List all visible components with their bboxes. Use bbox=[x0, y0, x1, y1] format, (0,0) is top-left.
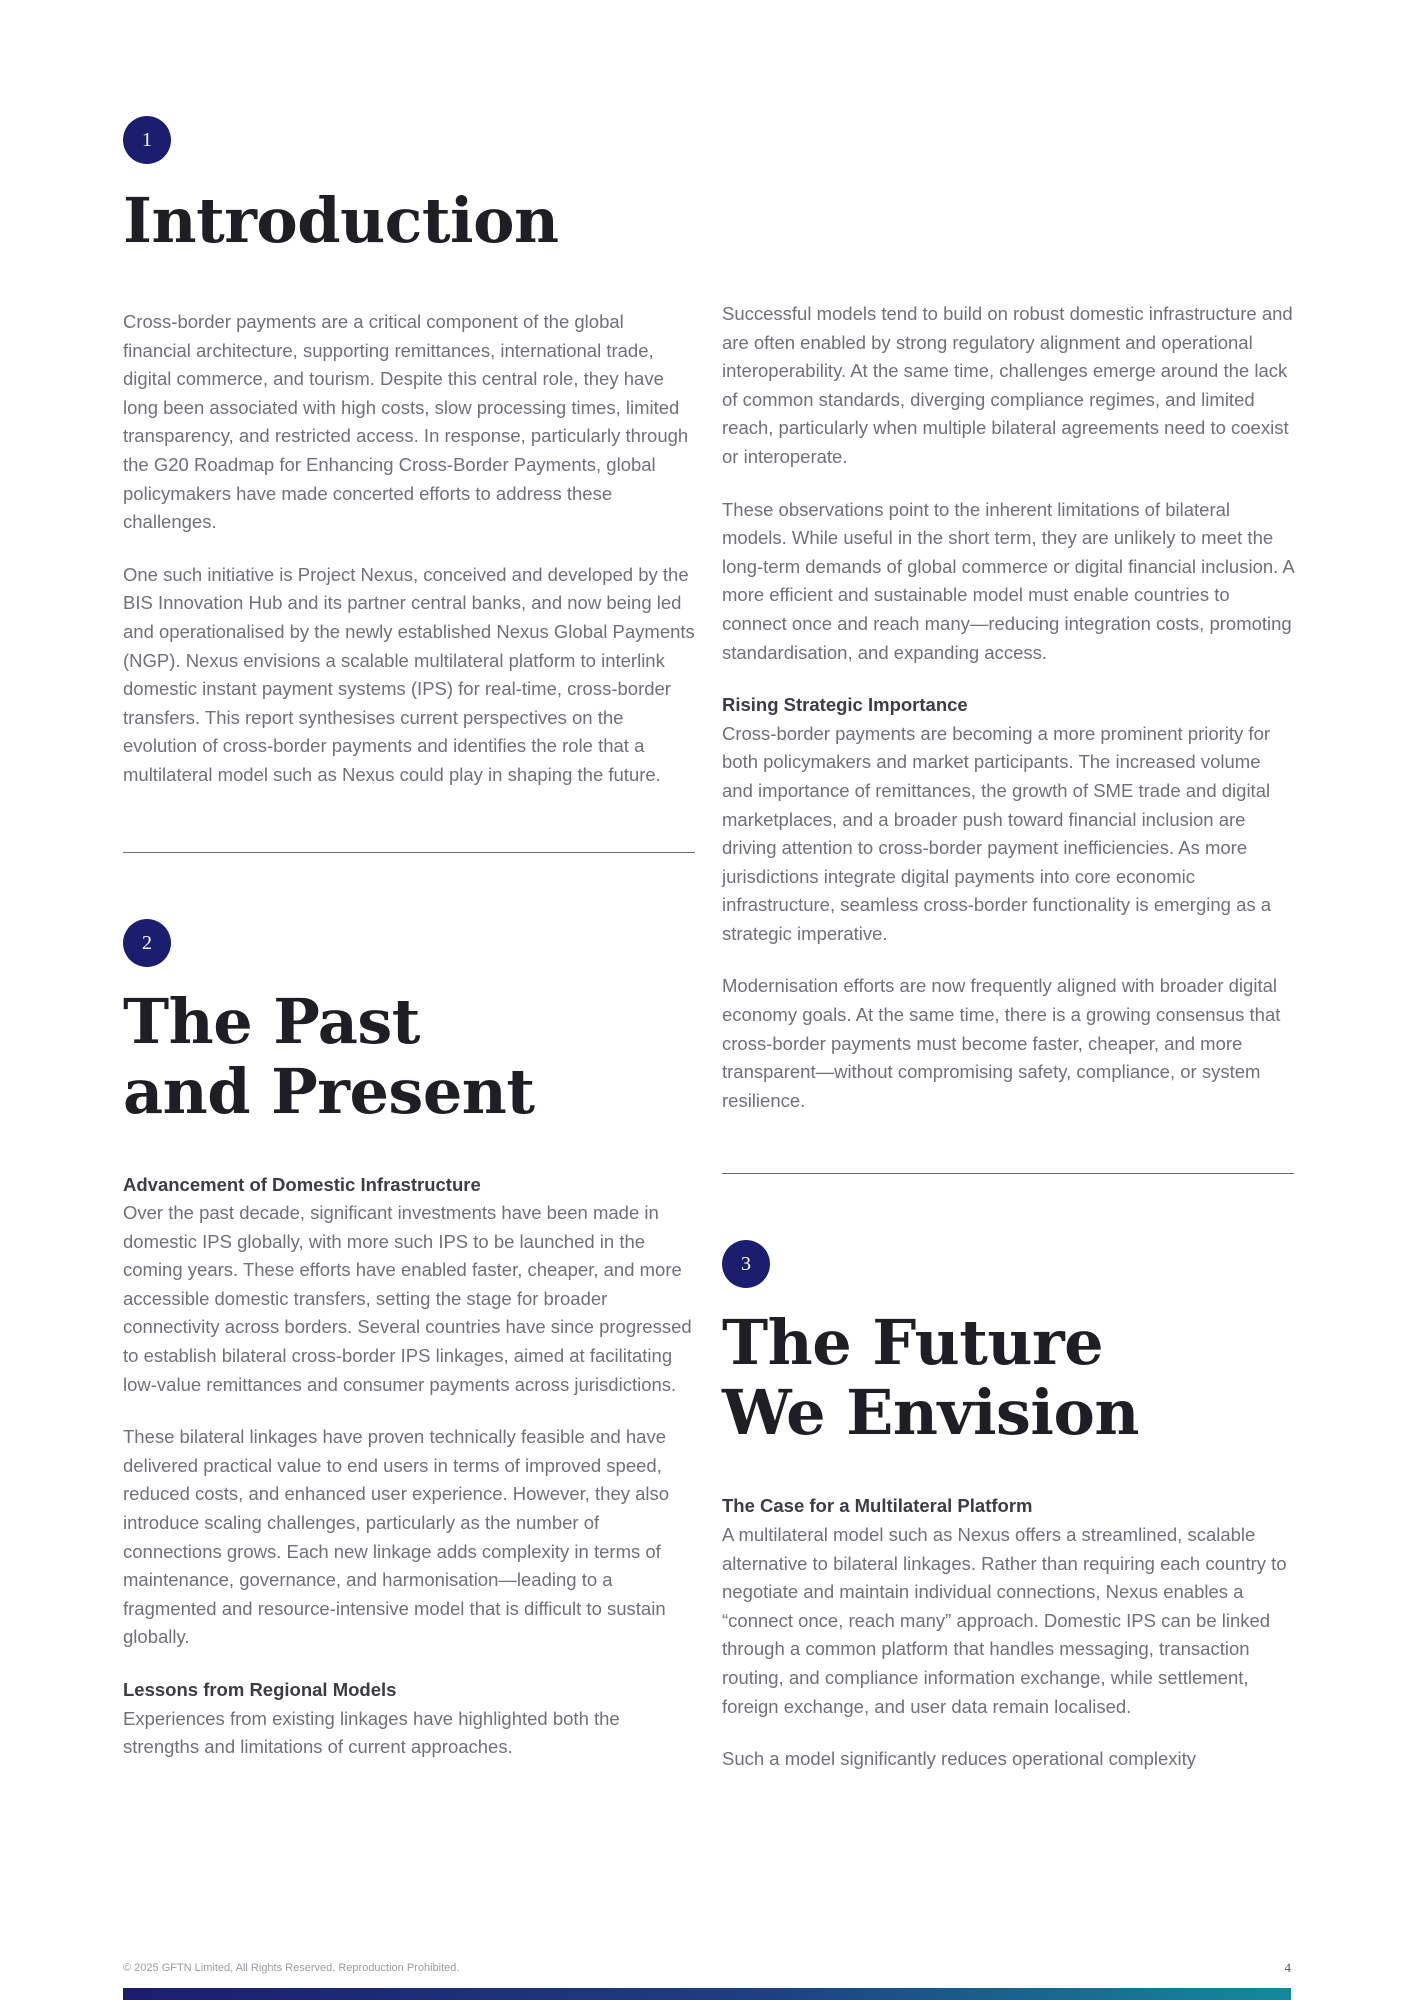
body-paragraph: Cross-border payments are becoming a more prominent priority for both policymakers and market participants. The increased volume and importance of remittances, the growth of SME trade and digital marketplaces, and a broader push toward financial inclusion are driving attention to cross-border payment inefficiencies. As more jurisdictions integrate digital payments into core economic infrastructure, seamless cross-border functionality is emerging as a strategic imperative. bbox=[722, 722, 1272, 944]
section-number-badge: 3 bbox=[722, 1240, 770, 1288]
section-title bbox=[123, 984, 695, 1128]
section-title bbox=[722, 1308, 1294, 1448]
section-title-line: The Future bbox=[722, 1306, 1104, 1380]
body-paragraph: Experiences from existing linkages have highlighted both the strengths and limitations of current approaches. bbox=[123, 1707, 620, 1758]
footer-gradient-bar bbox=[123, 1988, 1291, 2000]
section-title-line: The Past bbox=[123, 984, 420, 1058]
section-title-line: We Envision bbox=[722, 1376, 1139, 1450]
body-paragraph: Such a model significantly reduces operational complexity bbox=[722, 1748, 1197, 1770]
body-paragraph: Over the past decade, significant investments have been made in domestic IPS globally, with more such IPS to be launched in the coming years. These efforts have enabled faster, cheaper, and more accessible domestic transfers, setting the stage for broader connectivity across borders. Several countries have since progressed to establish bilateral cross-border IPS linkages, aimed at facilitating low-value remittances and consumer payments across jurisdictions. bbox=[123, 1202, 692, 1395]
page-number: 4 bbox=[1284, 1960, 1291, 1975]
body-paragraph: One such initiative is Project Nexus, conceived and developed by the BIS Innovation Hub and its partner central banks, and now being led and operationalised by the newly established Nexus Global Payments (NGP). Nexus envisions a scalable multilateral platform to interlink domestic instant payment systems (IPS) for real-time, cross-border transfers. This report synthesises current perspectives on the evolution of cross-border payments and identifies the role that a multilateral model such as Nexus could play in shaping the future. bbox=[123, 563, 695, 785]
right-column bbox=[722, 300, 1294, 1798]
body-paragraph: A multilateral model such as Nexus offers a streamlined, scalable alternative to bilateral linkages. Rather than requiring each country to negotiate and maintain individual connections, Nexus enables a “connect once, reach many” approach. Domestic IPS can be linked through a common platform that handles messaging, transaction routing, and compliance information exchange, while settlement, foreign exchange, and user data remain localised. bbox=[722, 1524, 1287, 1717]
body-paragraph: These bilateral linkages have proven technically feasible and have delivered practical value to end users in terms of improved speed, reduced costs, and enhanced user experience. However, they also introduce scaling challenges, particularly as the number of connections grows. Each new linkage adds complexity in terms of maintenance, governance, and harmonisation—leading to a fragmented and resource-intensive model that is difficult to sustain globally. bbox=[123, 1426, 670, 1648]
body-paragraph: These observations point to the inherent limitations of bilateral models. While useful in the short term, they are unlikely to meet the long-term demands of global commerce or digital financial inclusion. A more efficient and sustainable model must enable countries to connect once and reach many—reducing integration costs, promoting standardisation, and expanding access. bbox=[722, 498, 1294, 663]
section-number-badge: 1 bbox=[123, 116, 171, 164]
copyright-notice: © 2025 GFTN Limited, All Rights Reserved. Reproduction Prohibited. bbox=[123, 1962, 460, 1974]
body-paragraph: Modernisation efforts are now frequently aligned with broader digital economy goals. At the same time, there is a growing consensus that cross-border payments must become faster, cheaper, and more transparent—without compromising safety, compliance, or system resilience. bbox=[722, 975, 1281, 1111]
subheading: Advancement of Domestic Infrastructure bbox=[123, 1173, 481, 1195]
subheading: Lessons from Regional Models bbox=[123, 1679, 397, 1700]
body-paragraph: Successful models tend to build on robust domestic infrastructure and are often enabled by strong regulatory alignment and operational interoperability. At the same time, challenges emerge around the lack of common standards, diverging compliance regimes, and limited reach, particularly when multiple bilateral agreements need to coexist or interoperate. bbox=[722, 303, 1293, 467]
subheading: Rising Strategic Importance bbox=[722, 694, 968, 716]
subheading: The Case for a Multilateral Platform bbox=[722, 1495, 1033, 1517]
section-title-line: and Present bbox=[123, 1054, 535, 1128]
section-title: Introduction bbox=[123, 184, 559, 257]
body-paragraph: Cross-border payments are a critical component of the global financial architecture, supporting remittances, international trade, digital commerce, and tourism. Despite this central role, they have long been associated with high costs, slow processing times, limited transparency, and restricted access. In response, particularly through the G20 Roadmap for Enhancing Cross-Border Payments, global policymakers have made concerted efforts to address these challenges. bbox=[123, 311, 689, 533]
left-column bbox=[123, 116, 695, 1786]
section-number-badge: 2 bbox=[123, 919, 171, 967]
